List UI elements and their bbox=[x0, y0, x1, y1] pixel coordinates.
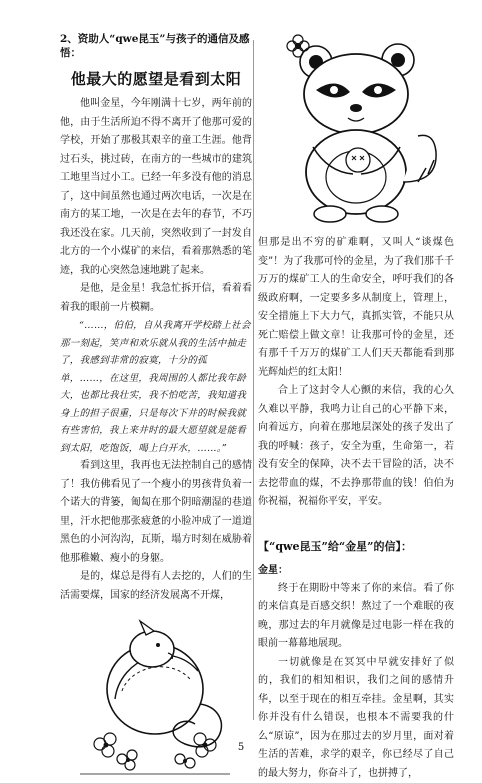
paragraph: 看到这里，我再也无法控制自己的感情了！我仿佛看见了一个瘦小的男孩背负着一个诺大的背篓，匍匐在那个阴暗潮湿的巷道里，汗水把他那张疲惫的小脸冲成了一道道黑色的小河沟沟，瓦斯，塌方时刻在威胁着他那稚嫩、瘦小的身躯。 bbox=[60, 457, 252, 568]
paragraph: 但那是出不穷的矿难啊，又叫人“谈煤色变”！为了我那可怜的金星，为了我们那千千万万的煤矿工人的生命安全，呼吁我们的各级政府啊，一定要多多从制度上，管理上，安全措施上下大力气，真抓实管，不能只从死亡赔偿上做文章！让我那可怜的金星，还有那千千万万的煤矿工人们天天都能看到那光辉灿烂的红太阳！ bbox=[258, 234, 454, 382]
paragraph: 合上了这封令人心颤的来信，我的心久久难以平静，我鸣力让自己的心平静下来，向着远方，向着在那地层深处的孩子发出了我的呼喊：孩子，安全为重，生命第一，若没有安全的保障，决不去干冒险的活，决不去挖带血的煤，不去挣那带血的钱！伯伯为你祝福，祝福你平安，平安。 bbox=[258, 382, 454, 512]
page-number: 5 bbox=[0, 742, 482, 753]
right-column bbox=[258, 32, 454, 783]
cartoon-raccoon-illustration bbox=[258, 32, 454, 232]
paragraph: 是他，是金星！我急忙拆开信，看着看着我的眼前一片模糊。 bbox=[60, 280, 252, 317]
letter-salutation: 金星： bbox=[258, 562, 454, 580]
left-column bbox=[60, 32, 252, 779]
column-divider bbox=[253, 40, 254, 720]
letter-heading: 【“qwe昆玉”给“金星”的信】： bbox=[258, 538, 454, 554]
article-title: 他最大的愿望是看到太阳 bbox=[60, 68, 252, 89]
paragraph: 他叫金星，今年刚满十七岁，两年前的他，由于生活所迫不得不离开了他那可爱的学校，开始了那极其艰辛的童工生涯。他背过石头，挑过砖，在南方的一些城市的建筑工地里当过小工。已经一年多没有他的消息了，这中间虽然也通过两次电话，一次是在南方的某工地，一次是在去年的春节，不巧我还没在家。几天前，突然收到了一封发自北方的一个小煤矿的来信，看着那熟悉的笔迹，我的心突然急速地跳了起来。 bbox=[60, 95, 252, 280]
letter-quote: “……，伯伯，自从我离开学校踏上社会那一刻起，笑声和欢乐就从我的生活中抽走了，我感到非常的寂寞，十分的孤单，……，在这里，我周围的人都比我年龄大，也都比我壮实，我不怕吃苦，我知道我身上的担子很重，只是每次下井的时候我就有些害怕，我上来井时的最大愿望就是能看到太阳，吃饱饭，喝上白开水，……。” bbox=[60, 317, 252, 457]
paragraph: 终于在期盼中等来了你的来信。看了你的来信真是百感交织！熬过了一个难眠的夜晚，那过去的年月就像是过电影一样在我的眼前一幕幕地展现。 bbox=[258, 580, 454, 654]
paragraph: 一切就像是在冥冥中早就安排好了似的，我们的相知相识，我们之间的感情升华，以至于现在的相互牵挂。金星啊，其实你并没有什么错误，也根本不需要我的什么“原谅”，因为在那过去的岁月里，面对着生活的苦难，求学的艰辛，你已经尽了自己的最大努力，你奋斗了，也拼搏了， bbox=[258, 654, 454, 783]
cartoon-squirrel-illustration bbox=[60, 609, 240, 779]
paragraph: 是的，煤总是得有人去挖的，人们的生活需要煤，国家的经济发展离不开煤， bbox=[60, 568, 252, 605]
section-title: 2、资助人“qwe昆玉”与孩子的通信及感悟： bbox=[60, 32, 252, 60]
